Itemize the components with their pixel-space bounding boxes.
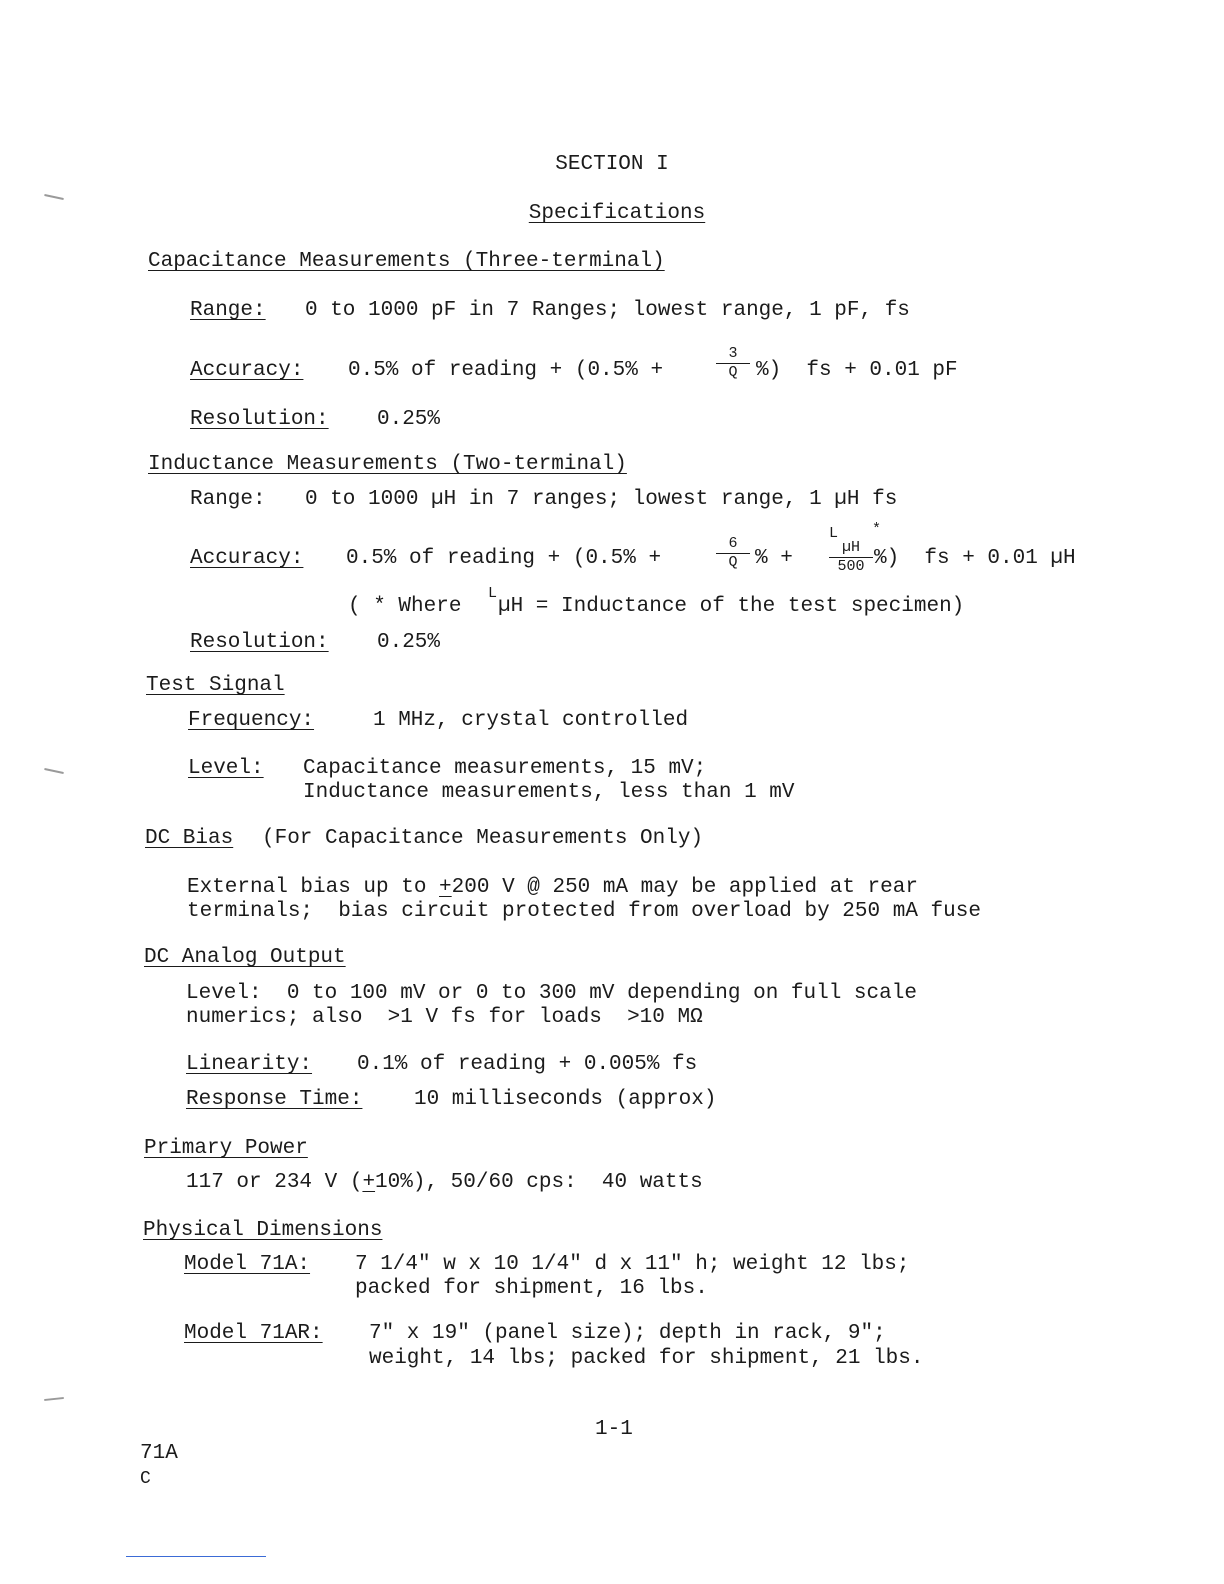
margin-mark-middle xyxy=(44,768,64,774)
power-line-post: 10%), 50/60 cps: 40 watts xyxy=(375,1171,703,1194)
dc-analog-heading: DC Analog Output xyxy=(144,946,346,969)
model-71a-line-2: packed for shipment, 16 lbs. xyxy=(355,1277,708,1300)
footer-rule xyxy=(126,1556,266,1557)
linearity-value: 0.1% of reading + 0.005% fs xyxy=(357,1053,698,1076)
ind-note-pre: ( * Where xyxy=(348,595,462,618)
ind-fraction-inductance xyxy=(829,540,873,574)
cap-frac-numerator: 3 xyxy=(716,346,750,364)
model-71ar-line-1: 7" x 19" (panel size); depth in rack, 9"; xyxy=(369,1322,886,1345)
primary-power-line xyxy=(186,1172,703,1193)
ind-note-post: µH = Inductance of the test specimen) xyxy=(498,595,965,618)
margin-mark-top xyxy=(44,194,64,200)
cap-frac-denominator: Q xyxy=(728,364,738,381)
ind-range-label: Range: xyxy=(190,488,266,511)
power-line-pre: 117 or 234 V ( xyxy=(186,1171,363,1194)
dc-bias-line1-pre: External bias up to xyxy=(187,876,440,899)
cap-resolution-label: Resolution: xyxy=(190,408,329,431)
ind-accuracy-pre: 0.5% of reading + (0.5% + xyxy=(346,547,662,570)
ind-accuracy-label: Accuracy: xyxy=(190,547,304,570)
level-line-1: Capacitance measurements, 15 mV; xyxy=(303,757,707,780)
dc-bias-plus-minus: + xyxy=(439,876,452,899)
cap-accuracy-post: %) fs + 0.01 pF xyxy=(756,359,958,382)
dc-bias-heading: DC Bias xyxy=(145,827,234,850)
ind-frac1-denominator: Q xyxy=(728,554,738,571)
test-signal-heading: Test Signal xyxy=(146,674,285,697)
level-line-2: Inductance measurements, less than 1 mV xyxy=(303,781,795,804)
dc-bias-line-2: terminals; bias circuit protected from overload by 250 mA fuse xyxy=(187,900,981,923)
cap-range-value: 0 to 1000 pF in 7 Ranges; lowest range, 1 pF, fs xyxy=(305,299,910,322)
dc-bias-line-1 xyxy=(187,877,918,898)
ind-accuracy-post: %) fs + 0.01 µH xyxy=(874,547,1076,570)
ind-frac2-numerator: µH xyxy=(829,540,873,558)
level-label: Level: xyxy=(188,757,264,780)
ind-frac2-star: * xyxy=(872,521,882,538)
capacitance-heading: Capacitance Measurements (Three-terminal) xyxy=(148,250,665,273)
analog-level-line-1: Level: 0 to 100 mV or 0 to 300 mV depending on full scale xyxy=(186,982,917,1005)
cap-range-label: Range: xyxy=(190,299,266,322)
response-time-value: 10 milliseconds (approx) xyxy=(414,1088,717,1111)
dc-bias-line1-post: 200 V @ 250 mA may be applied at rear xyxy=(451,876,918,899)
dc-bias-note: (For Capacitance Measurements Only) xyxy=(262,827,704,850)
page-number: 1-1 xyxy=(595,1418,633,1441)
ind-note-L: L xyxy=(488,585,498,602)
ind-resolution-label: Resolution: xyxy=(190,631,329,654)
cap-accuracy-fraction xyxy=(716,346,750,380)
footer-revision: C xyxy=(140,1469,151,1489)
linearity-label: Linearity: xyxy=(186,1053,313,1076)
page-title: Specifications xyxy=(528,202,706,225)
inductance-heading: Inductance Measurements (Two-terminal) xyxy=(148,453,627,476)
power-plus-minus: + xyxy=(362,1171,376,1194)
frequency-label: Frequency: xyxy=(188,709,315,732)
model-71ar-line-2: weight, 14 lbs; packed for shipment, 21 lbs. xyxy=(369,1347,924,1370)
model-71a-line-1: 7 1/4" w x 10 1/4" d x 11" h; weight 12 lbs; xyxy=(355,1253,910,1276)
section-heading: SECTION I xyxy=(555,153,669,176)
footer-model: 71A xyxy=(140,1442,178,1465)
cap-resolution-value: 0.25% xyxy=(377,408,441,431)
cap-accuracy-label: Accuracy: xyxy=(190,359,304,382)
physical-dimensions-heading: Physical Dimensions xyxy=(143,1219,383,1242)
frequency-value: 1 MHz, crystal controlled xyxy=(373,709,689,732)
response-time-label: Response Time: xyxy=(186,1088,363,1111)
model-71a-label: Model 71A: xyxy=(184,1253,311,1276)
analog-level-line-2: numerics; also >1 V fs for loads >10 MΩ xyxy=(186,1006,703,1029)
ind-frac2-denominator: 500 xyxy=(837,558,865,575)
ind-range-value: 0 to 1000 µH in 7 ranges; lowest range, 1 µH fs xyxy=(305,488,898,511)
ind-fraction-q xyxy=(716,536,750,570)
ind-frac1-numerator: 6 xyxy=(716,536,750,554)
ind-resolution-value: 0.25% xyxy=(377,631,441,654)
ind-accuracy-mid: % + xyxy=(755,547,793,570)
cap-accuracy-pre: 0.5% of reading + (0.5% + xyxy=(348,359,664,382)
primary-power-heading: Primary Power xyxy=(144,1137,308,1160)
model-71ar-label: Model 71AR: xyxy=(184,1322,323,1345)
margin-mark-bottom xyxy=(44,1397,64,1401)
ind-frac2-L: L xyxy=(829,525,839,542)
